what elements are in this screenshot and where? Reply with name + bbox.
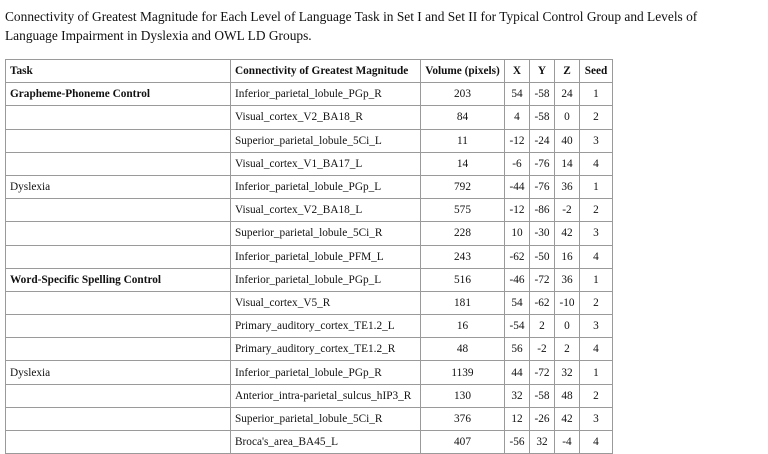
cell-task bbox=[6, 199, 231, 222]
cell-region: Inferior_parietal_lobule_PGp_R bbox=[231, 361, 421, 384]
cell-z: 14 bbox=[555, 152, 580, 175]
cell-volume: 11 bbox=[421, 129, 505, 152]
cell-volume: 181 bbox=[421, 291, 505, 314]
cell-region: Superior_parietal_lobule_5Ci_R bbox=[231, 407, 421, 430]
cell-z: 48 bbox=[555, 384, 580, 407]
cell-volume: 130 bbox=[421, 384, 505, 407]
cell-seed: 4 bbox=[580, 338, 613, 361]
cell-region: Anterior_intra-parietal_sulcus_hIP3_R bbox=[231, 384, 421, 407]
header-seed: Seed bbox=[580, 60, 613, 83]
cell-region: Superior_parietal_lobule_5Ci_R bbox=[231, 222, 421, 245]
cell-task: Word-Specific Spelling Control bbox=[6, 268, 231, 291]
cell-y: -62 bbox=[530, 291, 555, 314]
cell-seed: 2 bbox=[580, 106, 613, 129]
cell-seed: 2 bbox=[580, 291, 613, 314]
cell-task: Grapheme-Phoneme Control bbox=[6, 83, 231, 106]
cell-region: Broca's_area_BA45_L bbox=[231, 431, 421, 454]
cell-y: -30 bbox=[530, 222, 555, 245]
cell-seed: 4 bbox=[580, 245, 613, 268]
cell-seed: 2 bbox=[580, 199, 613, 222]
cell-seed: 1 bbox=[580, 268, 613, 291]
cell-y: -2 bbox=[530, 338, 555, 361]
cell-task bbox=[6, 291, 231, 314]
cell-task bbox=[6, 384, 231, 407]
table-row bbox=[6, 152, 613, 175]
cell-x: 10 bbox=[505, 222, 530, 245]
cell-x: -54 bbox=[505, 315, 530, 338]
cell-z: -2 bbox=[555, 199, 580, 222]
cell-y: -50 bbox=[530, 245, 555, 268]
cell-x: 4 bbox=[505, 106, 530, 129]
table-row bbox=[6, 407, 613, 430]
cell-region: Primary_auditory_cortex_TE1.2_L bbox=[231, 315, 421, 338]
cell-task bbox=[6, 106, 231, 129]
table-row bbox=[6, 129, 613, 152]
cell-region: Inferior_parietal_lobule_PGp_L bbox=[231, 175, 421, 198]
cell-z: 40 bbox=[555, 129, 580, 152]
cell-y: -76 bbox=[530, 152, 555, 175]
cell-z: 32 bbox=[555, 361, 580, 384]
table-caption: Connectivity of Greatest Magnitude for Each Level of Language Task in Set I and Set II for Typical Control Group and Levels of Language Impairment in Dyslexia and OWL LD Groups. bbox=[5, 9, 698, 43]
cell-seed: 3 bbox=[580, 129, 613, 152]
cell-region: Visual_cortex_V1_BA17_L bbox=[231, 152, 421, 175]
header-x: X bbox=[505, 60, 530, 83]
cell-z: 36 bbox=[555, 175, 580, 198]
cell-volume: 243 bbox=[421, 245, 505, 268]
cell-region: Inferior_parietal_lobule_PGp_L bbox=[231, 268, 421, 291]
cell-y: -58 bbox=[530, 384, 555, 407]
cell-volume: 407 bbox=[421, 431, 505, 454]
cell-x: -46 bbox=[505, 268, 530, 291]
cell-x: 44 bbox=[505, 361, 530, 384]
cell-volume: 228 bbox=[421, 222, 505, 245]
cell-seed: 3 bbox=[580, 407, 613, 430]
cell-z: 2 bbox=[555, 338, 580, 361]
cell-z: 36 bbox=[555, 268, 580, 291]
table-row bbox=[6, 384, 613, 407]
cell-task bbox=[6, 245, 231, 268]
header-y: Y bbox=[530, 60, 555, 83]
header-connectivity: Connectivity of Greatest Magnitude bbox=[231, 60, 421, 83]
cell-seed: 1 bbox=[580, 361, 613, 384]
connectivity-table bbox=[5, 59, 613, 454]
cell-y: -26 bbox=[530, 407, 555, 430]
cell-x: 12 bbox=[505, 407, 530, 430]
cell-seed: 1 bbox=[580, 175, 613, 198]
cell-volume: 792 bbox=[421, 175, 505, 198]
cell-z: 0 bbox=[555, 106, 580, 129]
table-row bbox=[6, 431, 613, 454]
cell-volume: 48 bbox=[421, 338, 505, 361]
cell-y: -58 bbox=[530, 83, 555, 106]
table-row bbox=[6, 268, 613, 291]
cell-x: 56 bbox=[505, 338, 530, 361]
table-row bbox=[6, 222, 613, 245]
cell-task bbox=[6, 338, 231, 361]
cell-z: 42 bbox=[555, 407, 580, 430]
cell-z: 16 bbox=[555, 245, 580, 268]
cell-task bbox=[6, 407, 231, 430]
cell-volume: 575 bbox=[421, 199, 505, 222]
header-z: Z bbox=[555, 60, 580, 83]
cell-y: -72 bbox=[530, 361, 555, 384]
cell-region: Visual_cortex_V5_R bbox=[231, 291, 421, 314]
cell-z: 42 bbox=[555, 222, 580, 245]
table-row bbox=[6, 291, 613, 314]
cell-seed: 3 bbox=[580, 222, 613, 245]
cell-task bbox=[6, 222, 231, 245]
cell-task: Dyslexia bbox=[6, 175, 231, 198]
cell-volume: 1139 bbox=[421, 361, 505, 384]
header-task: Task bbox=[6, 60, 231, 83]
cell-seed: 2 bbox=[580, 384, 613, 407]
header-row bbox=[6, 60, 613, 83]
cell-seed: 3 bbox=[580, 315, 613, 338]
cell-x: -12 bbox=[505, 199, 530, 222]
cell-seed: 4 bbox=[580, 431, 613, 454]
cell-region: Visual_cortex_V2_BA18_L bbox=[231, 199, 421, 222]
cell-x: -56 bbox=[505, 431, 530, 454]
header-volume: Volume (pixels) bbox=[421, 60, 505, 83]
cell-x: 54 bbox=[505, 83, 530, 106]
cell-x: 32 bbox=[505, 384, 530, 407]
cell-x: -6 bbox=[505, 152, 530, 175]
table-body bbox=[6, 83, 613, 454]
table-row bbox=[6, 199, 613, 222]
cell-y: 2 bbox=[530, 315, 555, 338]
cell-volume: 16 bbox=[421, 315, 505, 338]
cell-task bbox=[6, 315, 231, 338]
cell-seed: 4 bbox=[580, 152, 613, 175]
cell-volume: 14 bbox=[421, 152, 505, 175]
cell-region: Inferior_parietal_lobule_PGp_R bbox=[231, 83, 421, 106]
cell-y: -58 bbox=[530, 106, 555, 129]
cell-z: -10 bbox=[555, 291, 580, 314]
cell-x: -12 bbox=[505, 129, 530, 152]
cell-task bbox=[6, 431, 231, 454]
cell-y: 32 bbox=[530, 431, 555, 454]
cell-x: -62 bbox=[505, 245, 530, 268]
cell-volume: 84 bbox=[421, 106, 505, 129]
cell-y: -86 bbox=[530, 199, 555, 222]
cell-y: -72 bbox=[530, 268, 555, 291]
table-row bbox=[6, 338, 613, 361]
cell-task bbox=[6, 152, 231, 175]
cell-region: Visual_cortex_V2_BA18_R bbox=[231, 106, 421, 129]
cell-z: 0 bbox=[555, 315, 580, 338]
table-row bbox=[6, 175, 613, 198]
table-row bbox=[6, 83, 613, 106]
cell-z: -4 bbox=[555, 431, 580, 454]
cell-volume: 516 bbox=[421, 268, 505, 291]
cell-task: Dyslexia bbox=[6, 361, 231, 384]
table-row bbox=[6, 245, 613, 268]
cell-x: -44 bbox=[505, 175, 530, 198]
cell-task bbox=[6, 129, 231, 152]
cell-volume: 376 bbox=[421, 407, 505, 430]
cell-seed: 1 bbox=[580, 83, 613, 106]
cell-y: -76 bbox=[530, 175, 555, 198]
cell-region: Superior_parietal_lobule_5Ci_L bbox=[231, 129, 421, 152]
table-row bbox=[6, 315, 613, 338]
table-row bbox=[6, 106, 613, 129]
cell-y: -24 bbox=[530, 129, 555, 152]
cell-x: 54 bbox=[505, 291, 530, 314]
cell-z: 24 bbox=[555, 83, 580, 106]
table-row bbox=[6, 361, 613, 384]
cell-volume: 203 bbox=[421, 83, 505, 106]
cell-region: Primary_auditory_cortex_TE1.2_R bbox=[231, 338, 421, 361]
cell-region: Inferior_parietal_lobule_PFM_L bbox=[231, 245, 421, 268]
